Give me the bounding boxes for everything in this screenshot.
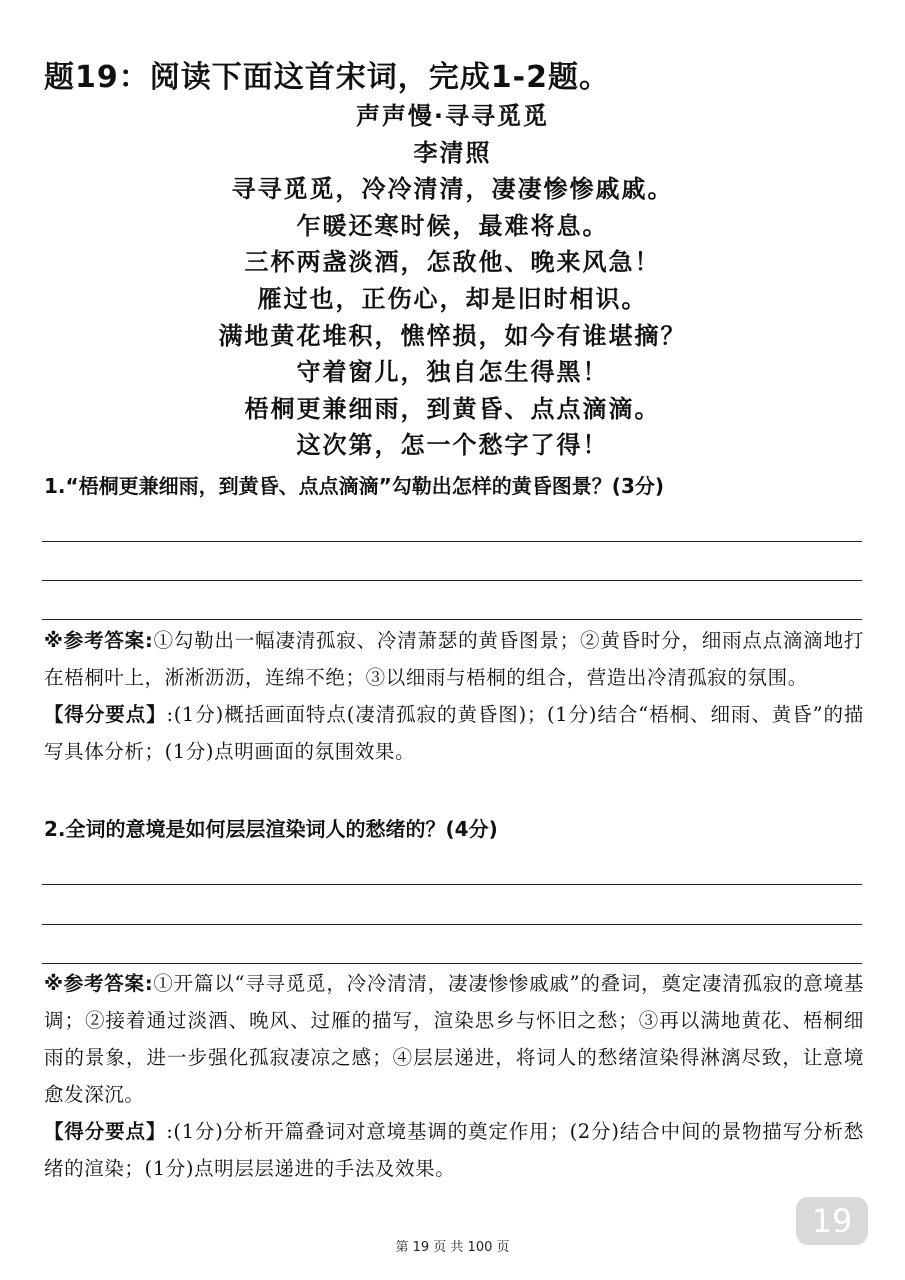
answer-line [42, 580, 862, 581]
scoring-text: :(1分)分析开篇叠词对意境基调的奠定作用；(2分)结合中间的景物描写分析愁绪的渲染；(1分)点明层层递进的手法及效果。 [44, 1120, 864, 1180]
answer-line [42, 884, 862, 885]
scoring-text: :(1分)概括画面特点(凄清孤寂的黄昏图)；(1分)结合“梧桐、细雨、黄昏”的描写具体分析；(1分)点明画面的氛围效果。 [44, 703, 864, 763]
answer-line [42, 963, 862, 964]
poem-line: 寻寻觅觅，冷冷清清，凄凄惨惨戚戚。 [231, 175, 674, 204]
page-number-badge: 19 [796, 1197, 868, 1245]
answer-line [42, 619, 862, 620]
poem-line: 梧桐更兼细雨，到黄昏、点点滴滴。 [244, 394, 661, 423]
reference-answer-1 [44, 622, 864, 770]
question-1: 1.“梧桐更兼细雨，到黄昏、点点滴滴”勾勒出怎样的黄昏图景？(3分) [44, 474, 664, 498]
question-2: 2.全词的意境是如何层层渲染词人的愁绪的？(4分) [44, 817, 498, 841]
answer-label: ※参考答案: [44, 629, 154, 652]
answer-line [42, 924, 862, 925]
poem-line: 这次第，怎一个愁字了得！ [296, 431, 609, 460]
page-footer: 第 19 页 共 100 页 [395, 1240, 510, 1255]
poem [0, 98, 905, 464]
poem-title: 声声慢·寻寻觅觅 [355, 102, 550, 130]
poem-line: 乍暖还寒时候，最难将息。 [296, 211, 609, 240]
scoring-label: 【得分要点】 [44, 1120, 167, 1143]
poem-line: 三杯两盏淡酒，怎敌他、晚来风急！ [244, 248, 661, 277]
reference-answer-2 [44, 965, 864, 1187]
answer-text: ①勾勒出一幅凄清孤寂、冷清萧瑟的黄昏图景；②黄昏时分，细雨点点滴滴地打在梧桐叶上，淅淅沥沥，连绵不绝；③以细雨与梧桐的组合，营造出冷清孤寂的氛围。 [44, 629, 864, 689]
poem-line: 守着窗儿，独自怎生得黑！ [296, 358, 609, 387]
answer-label: ※参考答案: [44, 972, 154, 995]
scoring-label: 【得分要点】 [44, 703, 167, 726]
answer-line [42, 541, 862, 542]
poem-author: 李清照 [413, 138, 492, 167]
poem-line: 满地黄花堆积，憔悴损，如今有谁堪摘？ [218, 321, 687, 350]
exercise-heading: 题19：阅读下面这首宋词，完成1-2题。 [44, 60, 610, 95]
answer-text: ①开篇以“寻寻觅觅，冷冷清清，凄凄惨惨戚戚”的叠词，奠定凄清孤寂的意境基调；②接着通过淡酒、晚风、过雁的描写，渲染思乡与怀旧之愁；③再以满地黄花、梧桐细雨的景象，进一步强化孤寂凄凉之感；④层层递进，将词人的愁绪渲染得淋漓尽致，让意境愈发深沉。 [44, 972, 865, 1106]
poem-line: 雁过也，正伤心，却是旧时相识。 [257, 284, 648, 313]
